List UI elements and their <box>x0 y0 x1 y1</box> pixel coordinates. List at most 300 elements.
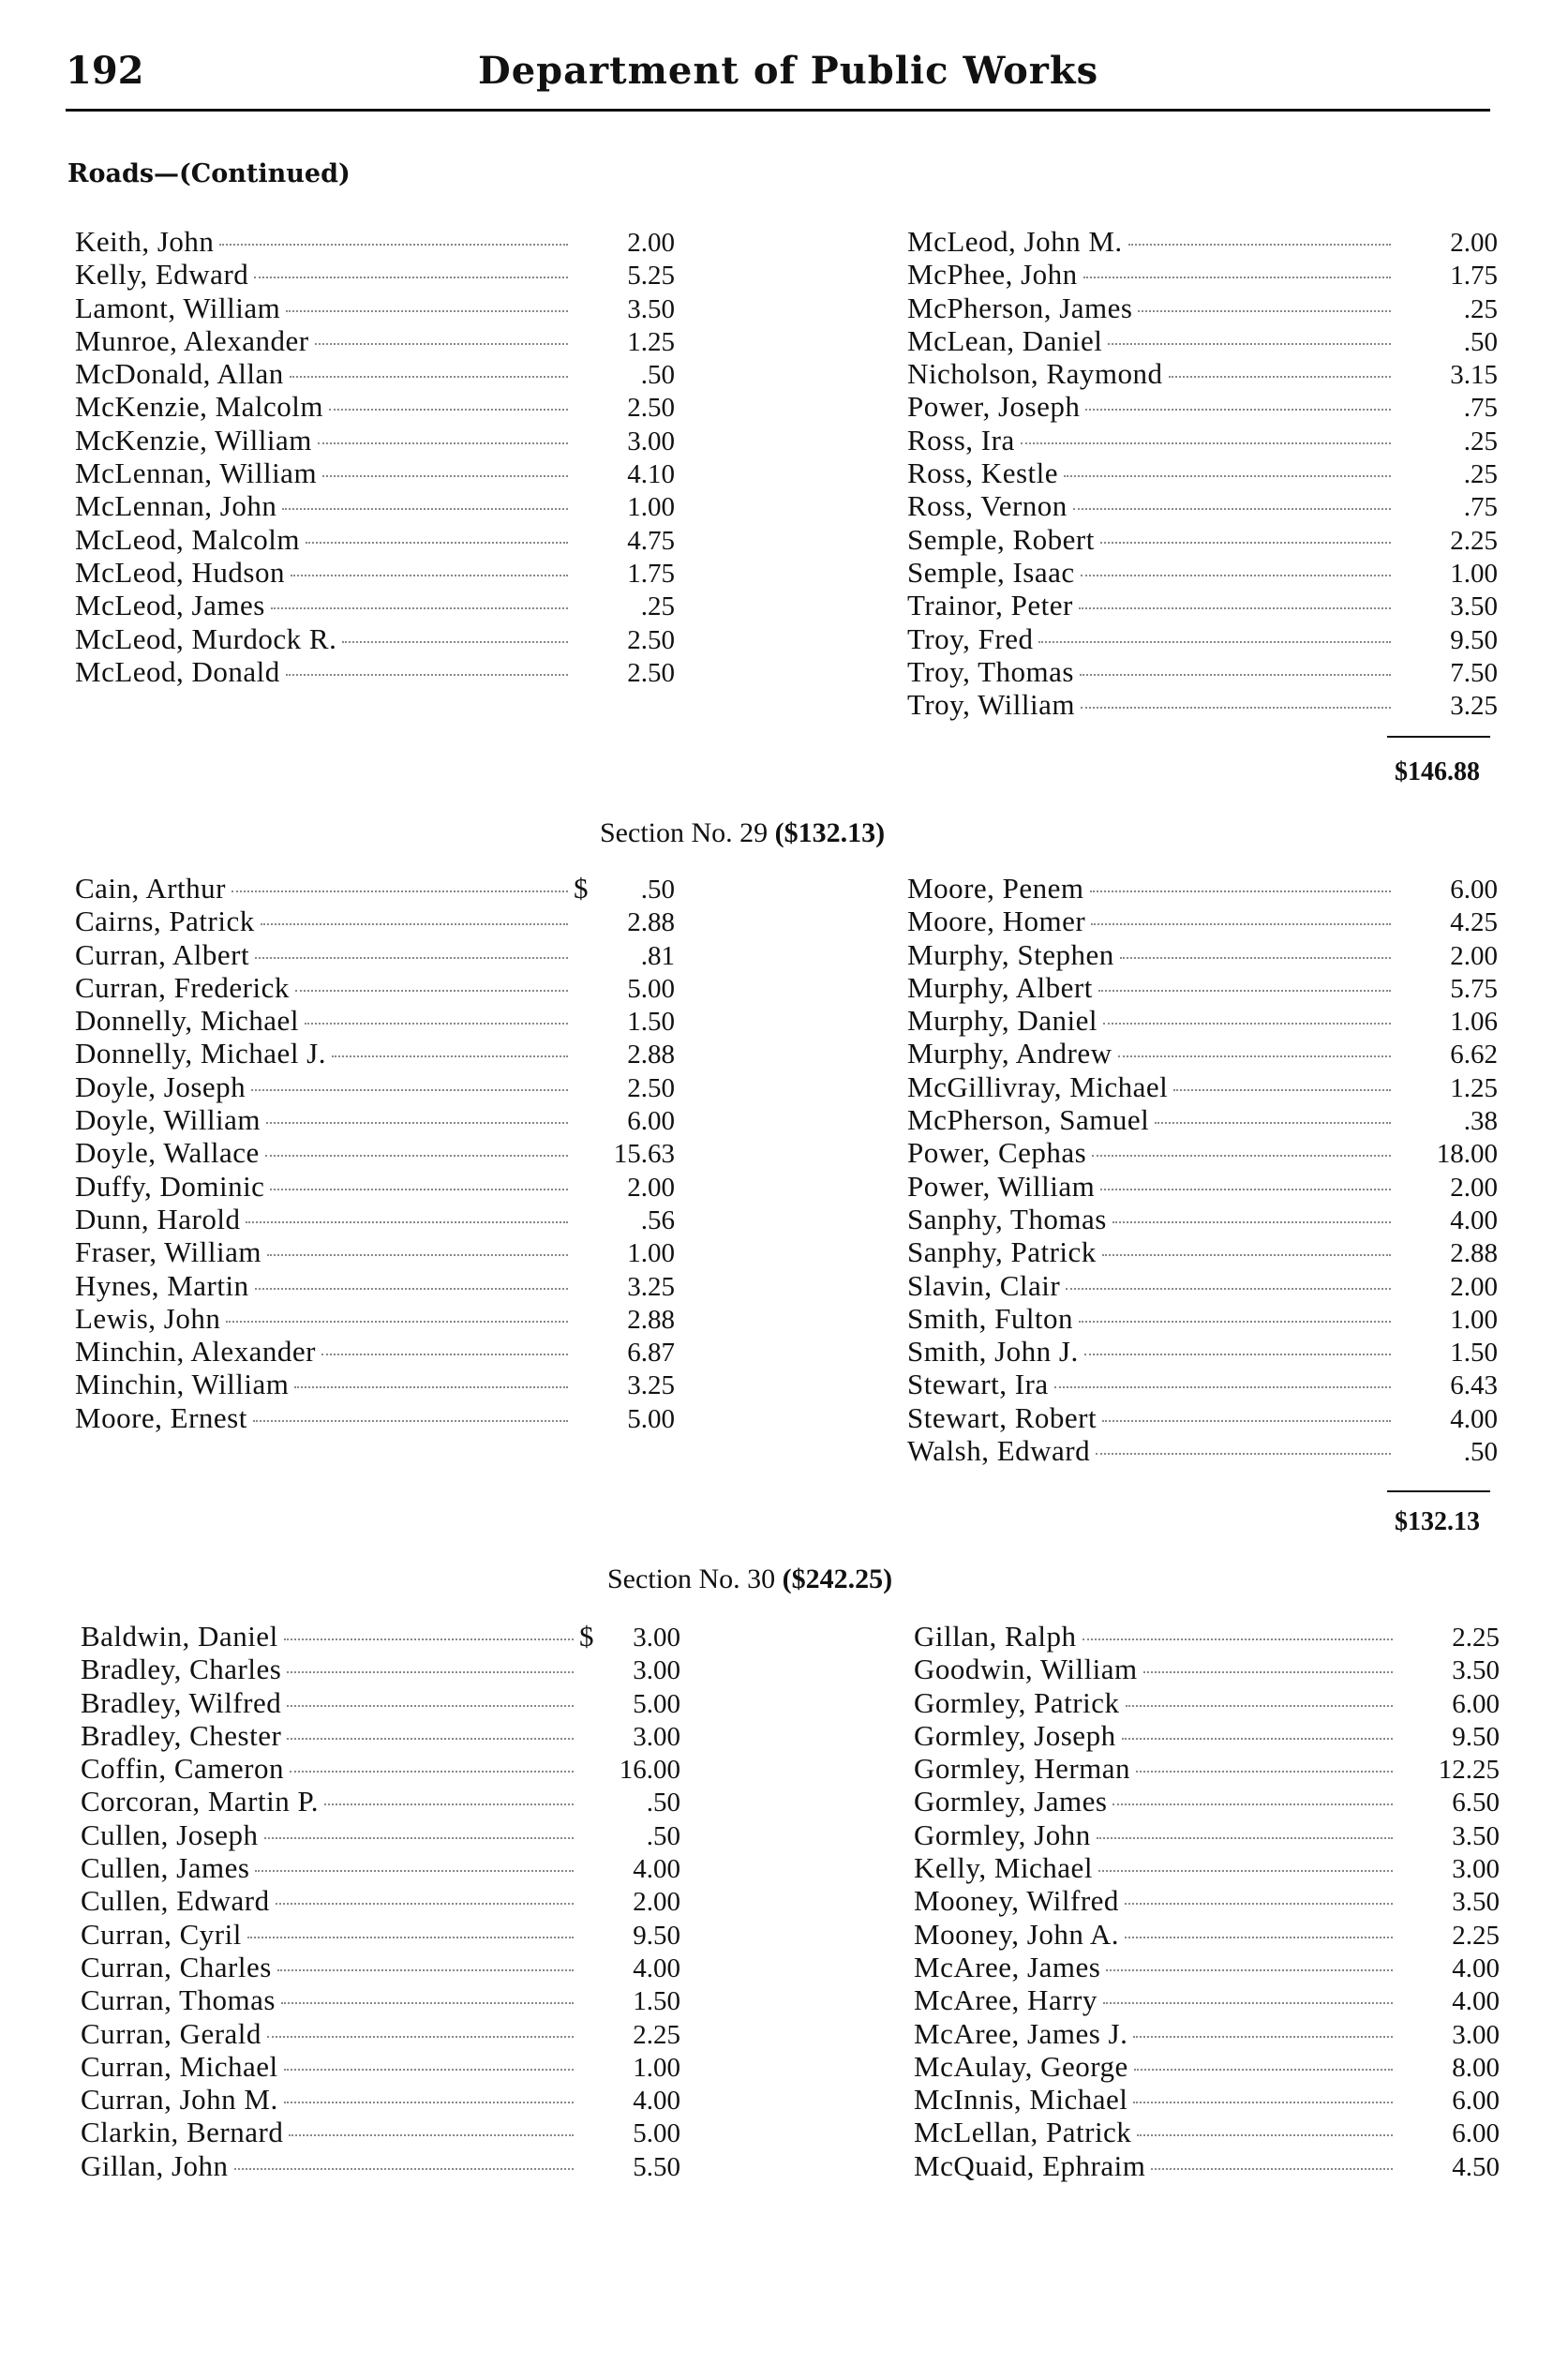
payee-name: Moore, Homer <box>907 905 1086 938</box>
dot-leader <box>1066 1288 1391 1290</box>
ledger-row <box>907 390 1498 423</box>
payee-name: Ross, Ira <box>907 423 1015 456</box>
ledger-row <box>75 905 675 937</box>
dot-leader <box>1098 990 1391 992</box>
payee-name: McLeod, Hudson <box>75 555 285 589</box>
dot-leader <box>284 1638 574 1640</box>
payment-amount: 1.00 <box>1450 1304 1498 1335</box>
dot-leader <box>290 1771 574 1773</box>
payment-amount: 2.88 <box>627 1304 675 1335</box>
payment-amount: 3.25 <box>627 1370 675 1401</box>
dot-leader <box>255 1288 568 1290</box>
ledger-row <box>914 2083 1500 2116</box>
dot-leader <box>306 542 568 544</box>
payee-name: Mooney, John A. <box>914 1917 1120 1951</box>
payment-amount: 4.00 <box>1450 1403 1498 1434</box>
dot-leader <box>1083 277 1391 278</box>
ledger-row <box>81 1653 680 1685</box>
ledger-row <box>914 2149 1500 2182</box>
payee-name: McLeod, Malcolm <box>75 522 300 556</box>
dot-leader <box>305 1023 568 1025</box>
dot-leader <box>1079 607 1391 609</box>
payee-name: Curran, Gerald <box>81 2016 261 2050</box>
ledger-row <box>75 225 675 258</box>
ledger-row <box>75 556 675 589</box>
dot-leader <box>289 2134 574 2136</box>
ledger-row <box>907 1368 1498 1400</box>
payment-amount: 9.50 <box>1450 624 1498 655</box>
section-29-right-column <box>907 872 1498 1467</box>
payee-name: Trainor, Peter <box>907 589 1073 622</box>
payment-amount: .56 <box>640 1204 675 1235</box>
dot-leader <box>276 1903 574 1905</box>
payment-amount: 3.00 <box>633 1655 680 1686</box>
ledger-row <box>75 489 675 522</box>
payee-name: Munroe, Alexander <box>75 323 309 357</box>
section-30-label: Section No. 30 <box>607 1564 776 1594</box>
ledger-row <box>81 1620 680 1653</box>
ledger-row <box>914 1752 1500 1785</box>
payment-amount: 8.00 <box>1452 2052 1500 2083</box>
ledger-row <box>75 1335 675 1368</box>
payee-name: Cain, Arthur <box>75 872 226 905</box>
payment-amount: 2.88 <box>1450 1238 1498 1269</box>
payment-amount: 4.00 <box>1452 1953 1500 1983</box>
payment-amount: 2.50 <box>627 393 675 424</box>
payment-amount: 4.10 <box>627 459 675 490</box>
ledger-row <box>75 1269 675 1302</box>
ledger-row <box>81 1686 680 1719</box>
section-29-heading <box>600 817 885 849</box>
ledger-row <box>75 324 675 357</box>
dot-leader <box>1081 575 1391 576</box>
dot-leader <box>1073 508 1391 510</box>
payment-amount: .50 <box>1463 326 1498 357</box>
dot-leader <box>1100 1189 1391 1190</box>
payment-amount: .25 <box>1463 459 1498 490</box>
payment-amount: .50 <box>640 360 675 391</box>
ledger-row <box>914 1884 1500 1917</box>
payment-amount: 3.00 <box>627 426 675 456</box>
ledger-row <box>907 1434 1498 1467</box>
dot-leader <box>1103 1023 1391 1025</box>
payee-name: McLellan, Patrick <box>914 2116 1132 2149</box>
payment-amount: 3.00 <box>633 1721 680 1752</box>
payment-amount: 1.25 <box>1450 1072 1498 1103</box>
ledger-row <box>75 1103 675 1136</box>
dot-leader <box>1120 957 1391 959</box>
dot-leader <box>290 376 568 378</box>
ledger-row <box>907 1203 1498 1235</box>
payment-amount: 6.00 <box>1450 875 1498 905</box>
payee-name: Nicholson, Raymond <box>907 357 1163 391</box>
payee-name: Gormley, John <box>914 1818 1091 1851</box>
ledger-row <box>914 1918 1500 1951</box>
payee-name: Fraser, William <box>75 1235 262 1269</box>
dot-leader <box>1113 1803 1393 1805</box>
ledger-row <box>75 1203 675 1235</box>
dot-leader <box>294 1386 568 1388</box>
payment-amount: 3.25 <box>1450 691 1498 722</box>
roads-left-column <box>75 225 675 688</box>
dot-leader <box>1125 1903 1393 1905</box>
dot-leader <box>264 1837 574 1839</box>
payment-amount: 2.00 <box>633 1887 680 1918</box>
payee-name: Curran, Albert <box>75 937 250 971</box>
ledger-row <box>907 1401 1498 1434</box>
payment-amount: 4.75 <box>627 525 675 556</box>
dot-leader <box>287 1705 574 1707</box>
section-30-amount: ($242.25) <box>782 1564 893 1594</box>
dot-leader <box>1054 1386 1391 1388</box>
payment-amount: 9.50 <box>633 1920 680 1951</box>
payee-name: McLennan, William <box>75 456 318 490</box>
dot-leader <box>267 2036 574 2038</box>
dot-leader <box>1136 1771 1393 1773</box>
ledger-row <box>81 1785 680 1818</box>
payment-amount: 5.75 <box>1450 973 1498 1004</box>
payee-name: Troy, Fred <box>907 621 1034 655</box>
dot-leader <box>251 1089 568 1091</box>
ledger-row <box>75 1136 675 1169</box>
payee-name: McInnis, Michael <box>914 2083 1128 2117</box>
payee-name: Walsh, Edward <box>907 1434 1091 1468</box>
dot-leader <box>324 1803 574 1805</box>
ledger-row <box>907 258 1498 291</box>
ledger-row <box>75 655 675 688</box>
payment-amount: 2.25 <box>1450 525 1498 556</box>
payment-amount: 6.50 <box>1452 1788 1500 1818</box>
dot-leader <box>1118 1055 1391 1057</box>
payee-name: Smith, John J. <box>907 1335 1079 1369</box>
payee-name: Bradley, Wilfred <box>81 1685 282 1719</box>
payee-name: McQuaid, Ephraim <box>914 2148 1146 2182</box>
dot-leader <box>267 1254 568 1256</box>
roads-right-column <box>907 225 1498 721</box>
dot-leader <box>1133 2102 1393 2103</box>
dot-leader <box>1098 1870 1393 1872</box>
dot-leader <box>284 2069 574 2071</box>
payee-name: Clarkin, Bernard <box>81 2116 284 2149</box>
ledger-row <box>75 357 675 390</box>
payee-name: Power, Joseph <box>907 390 1081 424</box>
ledger-row <box>81 1951 680 1983</box>
ledger-row <box>907 424 1498 456</box>
payee-name: Smith, Fulton <box>907 1301 1074 1335</box>
dot-leader <box>322 475 568 477</box>
payment-amount: 3.50 <box>1450 591 1498 622</box>
ledger-row <box>914 1653 1500 1685</box>
payee-name: Power, Cephas <box>907 1136 1087 1170</box>
ledger-row <box>914 1719 1500 1752</box>
payment-amount: 2.00 <box>1450 1271 1498 1302</box>
ledger-row <box>907 688 1498 721</box>
payee-name: Gormley, Herman <box>914 1752 1131 1786</box>
payment-amount: 1.00 <box>1450 558 1498 589</box>
dot-leader <box>318 442 568 444</box>
ledger-row <box>914 1983 1500 2016</box>
ledger-row <box>75 1302 675 1335</box>
roads-total: $146.88 <box>1395 757 1480 786</box>
ledger-row <box>75 292 675 324</box>
payee-name: Bradley, Charles <box>81 1653 282 1686</box>
payee-name: Doyle, Wallace <box>75 1136 260 1170</box>
ledger-row <box>907 456 1498 489</box>
payment-amount: .75 <box>1463 492 1498 523</box>
payment-amount: 2.00 <box>1450 1172 1498 1203</box>
dot-leader <box>231 890 568 892</box>
dot-leader <box>282 508 568 510</box>
dot-leader <box>286 674 568 676</box>
ledger-row <box>81 1884 680 1917</box>
dot-leader <box>219 244 568 246</box>
payee-name: Curran, Cyril <box>81 1917 242 1951</box>
payment-amount: 6.00 <box>1452 1688 1500 1719</box>
dot-leader <box>1106 1969 1393 1971</box>
payee-name: Stewart, Ira <box>907 1368 1049 1401</box>
ledger-row <box>907 1235 1498 1268</box>
payee-name: McKenzie, William <box>75 423 312 456</box>
ledger-row <box>907 1136 1498 1169</box>
payment-amount: 7.50 <box>1450 657 1498 688</box>
ledger-row <box>75 258 675 291</box>
section-29-label: Section No. 29 <box>600 817 769 848</box>
payee-name: McLeod, John M. <box>907 225 1123 258</box>
ledger-row <box>81 1851 680 1884</box>
dot-leader <box>253 1420 568 1422</box>
ledger-row <box>75 1170 675 1203</box>
section-29-total: $132.13 <box>1395 1507 1480 1536</box>
payee-name: Donnelly, Michael J. <box>75 1037 326 1070</box>
payment-amount: 2.00 <box>1450 940 1498 971</box>
ledger-row <box>914 1951 1500 1983</box>
dot-leader <box>1108 343 1391 345</box>
ledger-row <box>907 1004 1498 1037</box>
dot-leader <box>1038 641 1391 643</box>
dot-leader <box>295 990 568 992</box>
payee-name: Curran, Thomas <box>81 1983 276 2017</box>
payee-name: Moore, Penem <box>907 872 1084 905</box>
payee-name: Bradley, Chester <box>81 1718 282 1752</box>
payment-amount: 5.25 <box>627 261 675 292</box>
payee-name: McAree, James <box>914 1950 1101 1983</box>
payee-name: McKenzie, Malcolm <box>75 390 324 424</box>
dot-leader <box>1125 1937 1393 1938</box>
ledger-row <box>907 1070 1498 1103</box>
dot-leader <box>287 1738 574 1740</box>
ledger-row <box>75 872 675 905</box>
payment-amount: 1.25 <box>627 326 675 357</box>
payment-amount: 3.50 <box>1452 1655 1500 1686</box>
ledger-row <box>81 1752 680 1785</box>
ledger-row <box>81 2017 680 2050</box>
dot-leader <box>277 1969 574 1971</box>
dot-leader <box>266 1122 568 1124</box>
payment-amount: 6.00 <box>1452 2086 1500 2117</box>
section-30-heading <box>607 1564 892 1595</box>
payee-name: Gormley, James <box>914 1785 1108 1818</box>
payment-amount: .25 <box>1463 426 1498 456</box>
dot-leader <box>1064 475 1391 477</box>
dot-leader <box>1173 1089 1391 1091</box>
payment-amount: 5.00 <box>633 2118 680 2149</box>
ledger-row <box>914 2017 1500 2050</box>
dot-leader <box>246 1221 568 1223</box>
ledger-row <box>914 2116 1500 2148</box>
page-number: 192 <box>66 49 144 93</box>
payee-name: Gillan, John <box>81 2148 229 2182</box>
ledger-row <box>907 1037 1498 1070</box>
dot-leader <box>1113 1221 1391 1223</box>
dot-leader <box>1138 310 1391 312</box>
payment-amount: 6.62 <box>1450 1040 1498 1070</box>
dot-leader <box>1084 1354 1391 1355</box>
payee-name: Troy, Thomas <box>907 654 1074 688</box>
payee-name: McAree, James J. <box>914 2016 1128 2050</box>
dot-leader <box>1097 1837 1393 1839</box>
payee-name: McAree, Harry <box>914 1983 1098 2017</box>
dot-leader <box>226 1321 568 1323</box>
payment-amount: .50 <box>646 1820 680 1851</box>
payment-amount: .25 <box>1463 293 1498 324</box>
section-29-total-rule <box>1387 1490 1490 1492</box>
ledger-row <box>907 905 1498 937</box>
dot-leader <box>1126 1705 1394 1707</box>
ledger-row <box>75 622 675 655</box>
payee-name: Moore, Ernest <box>75 1400 247 1434</box>
payment-amount: 5.50 <box>633 2151 680 2182</box>
payment-amount: 2.88 <box>627 907 675 938</box>
ledger-row <box>75 1401 675 1434</box>
dot-leader <box>1122 1738 1393 1740</box>
payment-amount: 3.00 <box>1452 2019 1500 2050</box>
dot-leader <box>271 607 568 609</box>
payment-amount: 1.75 <box>627 558 675 589</box>
ledger-row <box>81 1719 680 1752</box>
payee-name: McAulay, George <box>914 2049 1128 2083</box>
payee-name: McLeod, Donald <box>75 654 280 688</box>
payment-amount: .38 <box>1463 1106 1498 1137</box>
dot-leader <box>1134 2069 1393 2071</box>
payee-name: Murphy, Andrew <box>907 1037 1113 1070</box>
payment-amount: 18.00 <box>1436 1139 1498 1170</box>
ledger-row <box>907 872 1498 905</box>
payment-amount: 2.25 <box>633 2019 680 2050</box>
payee-name: Donnelly, Michael <box>75 1004 299 1038</box>
payee-name: Murphy, Daniel <box>907 1004 1098 1038</box>
payment-amount: 4.50 <box>1452 2151 1500 2182</box>
payment-amount: 4.00 <box>1450 1204 1498 1235</box>
ledger-row <box>907 324 1498 357</box>
payment-amount: 3.25 <box>627 1271 675 1302</box>
payee-name: Coffin, Cameron <box>81 1752 285 1786</box>
payment-amount: 4.00 <box>633 2086 680 2117</box>
payment-amount: .75 <box>1463 393 1498 424</box>
payee-name: Mooney, Wilfred <box>914 1884 1119 1918</box>
ledger-row <box>75 424 675 456</box>
ledger-row <box>81 2083 680 2116</box>
payment-amount: 1.50 <box>627 1007 675 1038</box>
payment-amount: 5.00 <box>627 973 675 1004</box>
payee-name: Keith, John <box>75 225 215 258</box>
payment-amount: 1.50 <box>1450 1338 1498 1369</box>
payee-name: Doyle, Joseph <box>75 1070 246 1103</box>
dot-leader <box>247 1937 574 1938</box>
dot-leader <box>234 2168 574 2170</box>
payee-name: McPhee, John <box>907 258 1078 292</box>
ledger-row <box>907 292 1498 324</box>
ledger-row <box>907 1302 1498 1335</box>
payment-amount: 6.00 <box>1452 2118 1500 2149</box>
ledger-row <box>75 523 675 556</box>
payee-name: Semple, Robert <box>907 522 1095 556</box>
dot-leader <box>1137 2134 1393 2136</box>
ledger-row <box>907 556 1498 589</box>
payee-name: McLeod, James <box>75 589 265 622</box>
dot-leader <box>1090 890 1391 892</box>
payee-name: Gormley, Patrick <box>914 1685 1120 1719</box>
ledger-row <box>914 1686 1500 1719</box>
ledger-row <box>81 1918 680 1951</box>
dot-leader <box>284 2102 574 2103</box>
section-29-left-column <box>75 872 675 1434</box>
dot-leader <box>255 1870 574 1872</box>
dot-leader <box>286 310 568 312</box>
payee-name: Semple, Isaac <box>907 555 1075 589</box>
payee-name: Sanphy, Thomas <box>907 1202 1107 1235</box>
payee-name: Gormley, Joseph <box>914 1718 1116 1752</box>
ledger-row <box>75 589 675 621</box>
ledger-row <box>907 225 1498 258</box>
ledger-row <box>907 357 1498 390</box>
payment-amount: 5.00 <box>627 1403 675 1434</box>
ledger-row <box>907 1335 1498 1368</box>
ledger-row <box>75 938 675 971</box>
payment-amount: 2.25 <box>1452 1623 1500 1653</box>
payment-amount: 4.25 <box>1450 907 1498 938</box>
payment-amount: .50 <box>640 875 675 905</box>
ledger-row <box>75 1004 675 1037</box>
dot-leader <box>1155 1122 1391 1124</box>
payment-amount: 3.50 <box>627 293 675 324</box>
dot-leader <box>287 1671 574 1673</box>
payee-name: Ross, Vernon <box>907 489 1068 523</box>
payment-amount: 2.50 <box>627 1072 675 1103</box>
ledger-row <box>75 390 675 423</box>
payee-name: Minchin, William <box>75 1368 290 1401</box>
payee-name: Curran, Frederick <box>75 970 290 1004</box>
dot-leader <box>281 2002 574 2004</box>
payee-name: Power, William <box>907 1169 1096 1203</box>
ledger-row <box>81 1818 680 1851</box>
payee-name: McDonald, Allan <box>75 357 284 391</box>
payment-amount: 1.00 <box>627 1238 675 1269</box>
payee-name: Hynes, Martin <box>75 1268 249 1302</box>
payee-name: McPherson, James <box>907 291 1133 324</box>
payment-amount: .81 <box>640 940 675 971</box>
payee-name: Corcoran, Martin P. <box>81 1785 320 1818</box>
payee-name: Kelly, Michael <box>914 1851 1093 1885</box>
payee-name: Murphy, Albert <box>907 970 1093 1004</box>
dot-leader <box>1096 1453 1391 1455</box>
dot-leader <box>1079 1321 1391 1323</box>
payee-name: Doyle, William <box>75 1103 261 1137</box>
dot-leader <box>321 1354 568 1355</box>
payee-name: Stewart, Robert <box>907 1400 1098 1434</box>
ledger-row <box>914 1785 1500 1818</box>
payment-amount: 1.06 <box>1450 1007 1498 1038</box>
payee-name: Cullen, Edward <box>81 1884 270 1918</box>
